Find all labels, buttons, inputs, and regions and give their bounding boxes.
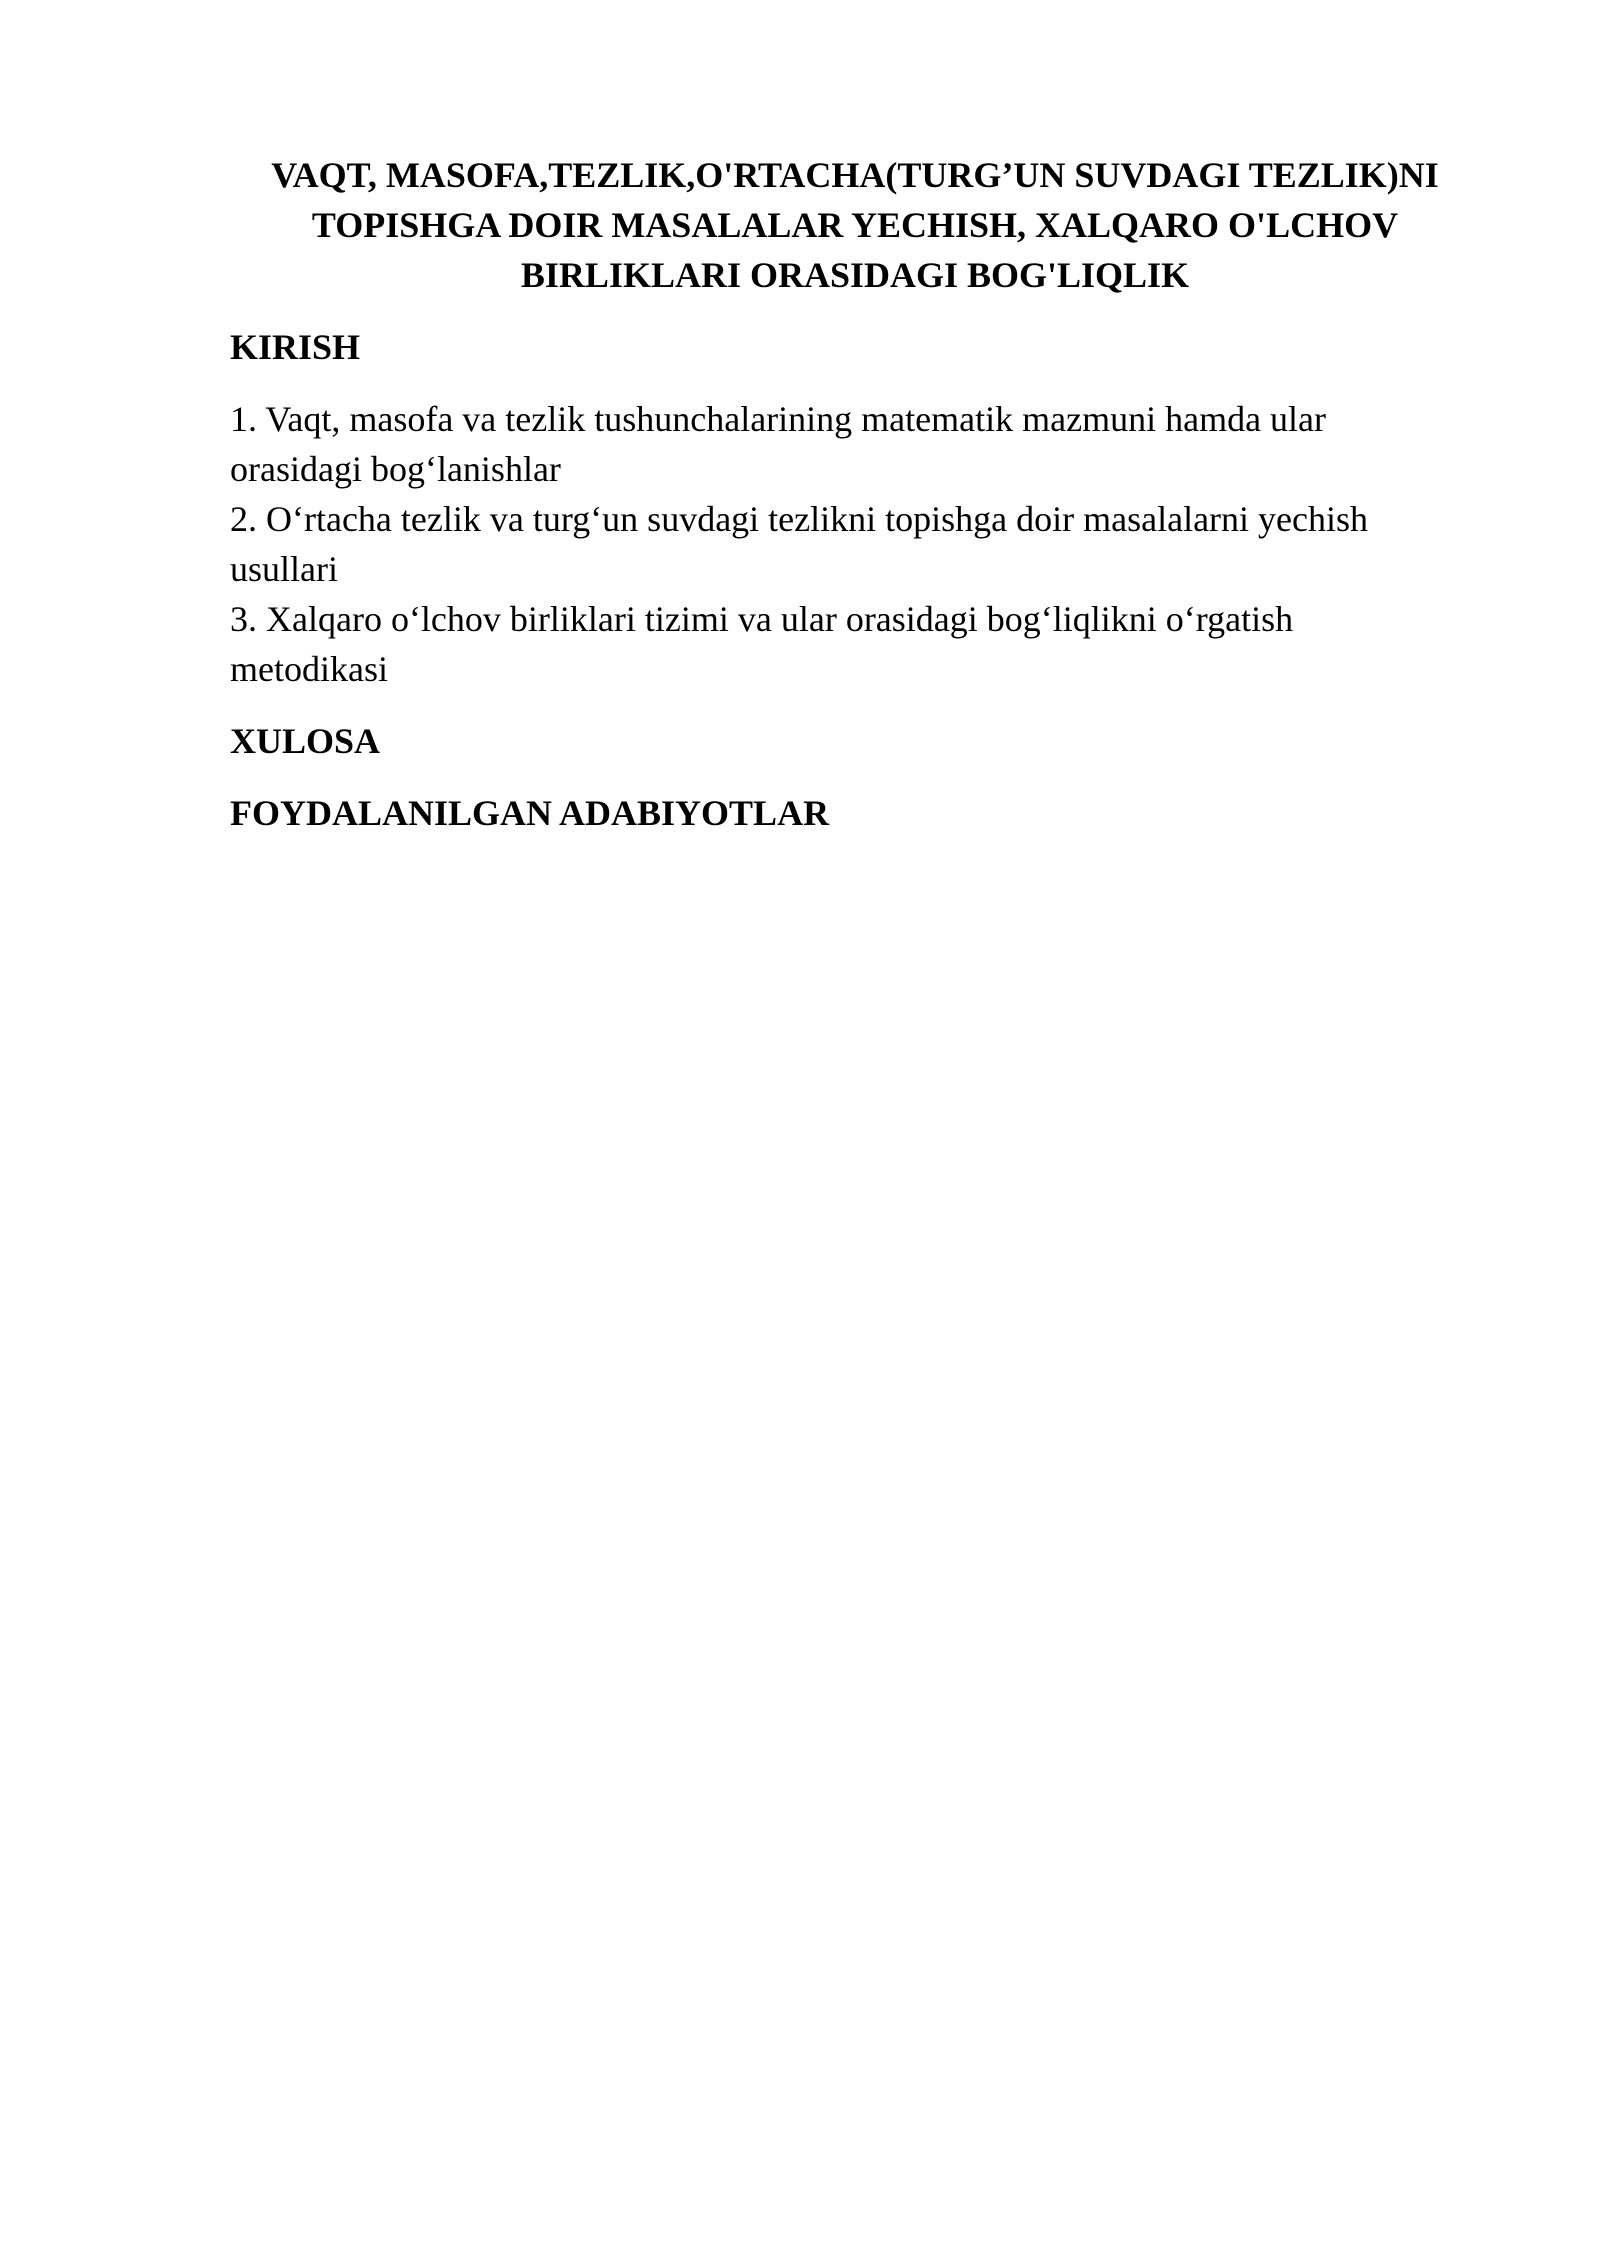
- section-heading-xulosa: XULOSA: [230, 721, 381, 761]
- section-heading-references: FOYDALANILGAN ADABIYOTLAR: [230, 793, 830, 833]
- document-title: VAQT, MASOFA,TEZLIK,O'RTACHA(TURG’UN SUVDAGI TEZLIK)NI TOPISHGA DOIR MASALALAR YECHISH, XALQARO O'LCHOV BIRLIKLARI ORASIDAGI BOG'LIQLIK: [271, 155, 1439, 295]
- document-page: [230, 150, 1470, 838]
- list-item: 3. Xalqaro o‘lchov birliklari tizimi va ular orasidagi bog‘liqlikni o‘rgatish metodikasi: [230, 599, 1294, 689]
- contents-list: [230, 394, 1470, 694]
- list-item: 1. Vaqt, masofa va tezlik tushunchalarining matematik mazmuni hamda ular orasidagi bog‘lanishlar: [230, 399, 1327, 489]
- section-heading-kirish: KIRISH: [230, 327, 361, 367]
- list-item: 2. O‘rtacha tezlik va turg‘un suvdagi tezlikni topishga doir masalalarni yechish usullari: [230, 499, 1369, 589]
